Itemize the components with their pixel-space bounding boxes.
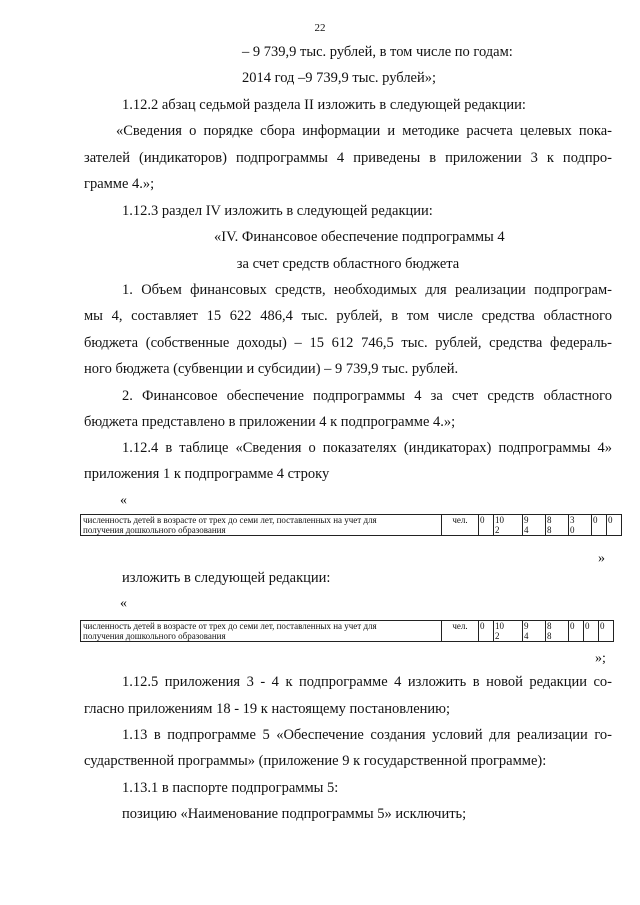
text-line: мы 4, составляет 15 622 486,4 тыс. рублей, в том числе средства областного [84,308,612,324]
indicator-table-new [80,620,614,642]
value-cell: 10 2 [494,621,523,642]
text-line: бюджета представлено в приложении 4 к подпрограмме 4.»; [84,414,456,430]
value-cell: 9 4 [523,621,546,642]
value-cell: 9 4 [523,515,546,536]
text-line: позицию «Наименование подпрограммы 5» исключить; [122,806,467,822]
text-line: 1. Объем финансовых средств, необходимых для реализации подпрограм- [122,282,612,298]
open-quote: « [120,493,127,508]
table-row [81,515,622,536]
text-line: 1.12.4 в таблице «Сведения о показателях (индикаторах) подпрограммы 4» [122,440,612,456]
text-line: бюджета (собственные доходы) – 15 612 746,5 тыс. рублей, средства федераль- [84,335,612,351]
close-quote: »; [595,651,606,666]
text-line: грамме 4.»; [84,176,155,192]
text-line: 2014 год –9 739,9 тыс. рублей»; [242,70,437,86]
value-cell: 0 [569,621,584,642]
section-heading: за счет средств областного бюджета [236,256,460,272]
text-line: 1.12.2 абзац седьмой раздела II изложить в следующей редакции: [122,97,526,113]
indicator-table-old [80,514,622,536]
text-line: 1.13 в подпрограмме 5 «Обеспечение создания условий для реализации го- [122,727,612,743]
open-quote: « [120,596,127,611]
value-cell: 0 [584,621,599,642]
value-cell: 3 0 [569,515,592,536]
text-line: ного бюджета (субвенции и субсидии) – 9 739,9 тыс. рублей. [84,361,459,377]
text-line: 2. Финансовое обеспечение подпрограммы 4 за счет средств областного [122,388,612,404]
text-line: – 9 739,9 тыс. рублей, в том числе по годам: [242,44,513,60]
value-cell: 0 [592,515,607,536]
text-line: 1.12.5 приложения 3 - 4 к подпрограмме 4 изложить в новой редакции со- [122,674,612,690]
close-quote: » [598,551,605,566]
text-line: «Сведения о порядке сбора информации и методике расчета целевых пока- [116,123,612,139]
value-cell: 0 [607,515,622,536]
value-cell: 0 [599,621,614,642]
table-row [81,621,614,642]
page-number: 22 [314,22,326,34]
indicator-description: численность детей в возрасте от трех до семи лет, поставленных на учет для получения дошкольного образования [81,621,442,642]
text-line: сударственной программы» (приложение 9 к государственной программе): [84,753,547,769]
value-cell: 8 8 [546,515,569,536]
text-line: зателей (индикаторов) подпрограммы 4 приведены в приложении 3 к подпро- [84,150,612,166]
value-cell: 0 [479,621,494,642]
value-cell: 10 2 [494,515,523,536]
unit-cell: чел. [442,621,479,642]
text-line: 1.13.1 в паспорте подпрограммы 5: [122,780,339,796]
value-cell: 8 8 [546,621,569,642]
text-line: гласно приложениям 18 - 19 к настоящему постановлению; [84,701,451,717]
text-line: приложения 1 к подпрограмме 4 строку [84,466,330,482]
value-cell: 0 [479,515,494,536]
text-line: 1.12.3 раздел IV изложить в следующей редакции: [122,203,433,219]
unit-cell: чел. [442,515,479,536]
section-heading: «IV. Финансовое обеспечение подпрограммы 4 [214,229,505,245]
text-line: изложить в следующей редакции: [122,570,331,586]
indicator-description: численность детей в возрасте от трех до семи лет, поставленных на учет для получения дошкольного образования [81,515,442,536]
